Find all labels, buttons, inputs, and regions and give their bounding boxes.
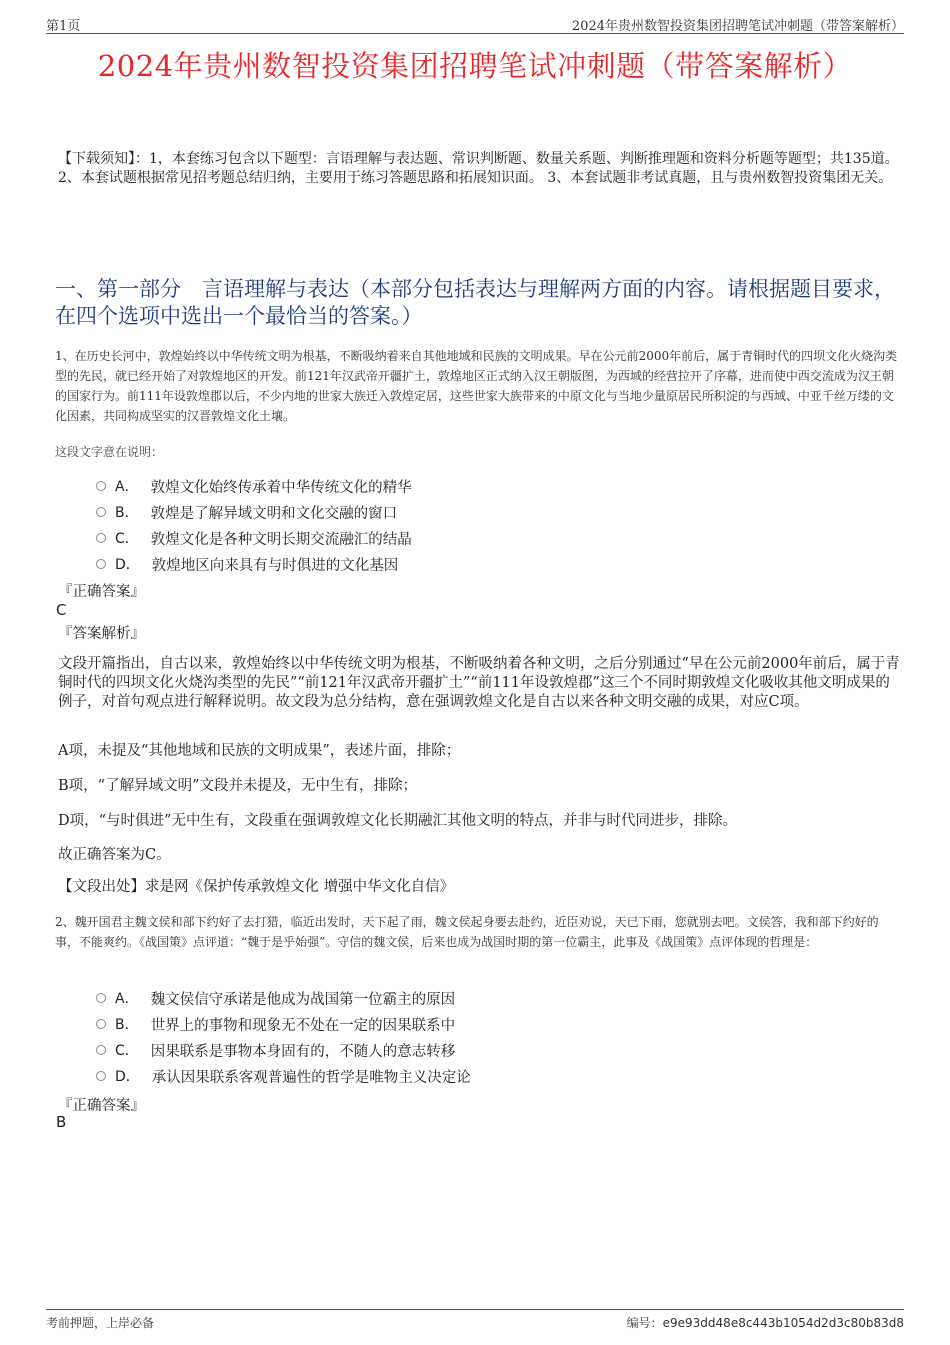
option-c[interactable]	[96, 1037, 471, 1063]
option-letter: C．	[115, 531, 139, 547]
question-1-hint: 这段文字意在说明：	[55, 445, 164, 459]
option-text: 魏文侯信守承诺是他成为战国第一位霸主的原因	[150, 991, 456, 1008]
option-letter: D．	[115, 557, 140, 573]
radio-icon[interactable]	[96, 1019, 106, 1029]
answer-label: 『正确答案』	[58, 1098, 145, 1114]
question-2-stem: 2、魏开国君主魏文侯和部下约好了去打猎，临近出发时，天下起了雨，魏文侯起身要去赴约，近臣劝说，天已下雨，您就别去吧。文侯答，我和部下约好的事，不能爽约。《战国策》点评道：“魏于是乎始强”。守信的魏文侯，后来也成为战国时期的第一位霸主，此事及《战国策》点评体现的哲理是：	[55, 915, 879, 949]
radio-icon[interactable]	[96, 559, 106, 569]
analysis-label: 『答案解析』	[58, 626, 145, 642]
radio-icon[interactable]	[96, 533, 106, 543]
correct-answer: C	[56, 601, 67, 619]
section-heading: 一、第一部分 言语理解与表达（本部分包括表达与理解两方面的内容。请根据题目要求，在四个选项中选出一个最恰当的答案。）	[55, 277, 895, 328]
option-b[interactable]	[96, 1011, 471, 1037]
question-1-options	[96, 473, 412, 577]
footer-divider	[46, 1309, 904, 1310]
option-text: 敦煌地区向来具有与时俱进的文化基因	[151, 557, 399, 574]
option-a[interactable]	[96, 985, 471, 1011]
answer-label: 『正确答案』	[58, 584, 145, 600]
radio-icon[interactable]	[96, 993, 106, 1003]
option-text: 世界上的事物和现象无不处在一定的因果联系中	[150, 1017, 456, 1034]
option-b[interactable]	[96, 499, 412, 525]
option-letter: A．	[115, 991, 139, 1007]
radio-icon[interactable]	[96, 1071, 106, 1081]
option-text: 因果联系是事物本身固有的，不随人的意志转移	[150, 1043, 456, 1060]
radio-icon[interactable]	[96, 481, 106, 491]
analysis-note-b: B项，“了解异域文明”文段并未提及，无中生有，排除；	[58, 778, 417, 794]
radio-icon[interactable]	[96, 1045, 106, 1055]
option-a[interactable]	[96, 473, 412, 499]
option-text: 承认因果联系客观普遍性的哲学是唯物主义决定论	[151, 1069, 471, 1086]
option-text: 敦煌文化始终传承着中华传统文化的精华	[150, 479, 412, 496]
analysis-text: 文段开篇指出，自古以来，敦煌始终以中华传统文明为根基，不断吸纳着各种文明，之后分别通过“早在公元前2000年前后，属于青铜时代的四坝文化火烧沟类型的先民”“前121年汉武帝开疆扩土”“前111年设敦煌郡”这三个不同时期敦煌文化吸收其他文明成果的例子，对首句观点进行解释说明。故文段为总分结构，意在强调敦煌文化是自古以来各种文明交融的成果，对应C项。	[58, 656, 900, 710]
passage-source: 【文段出处】求是网《保护传承敦煌文化 增强中华文化自信》	[58, 879, 455, 895]
question-2-options	[96, 985, 471, 1089]
question-1-stem: 1、在历史长河中，敦煌始终以中华传统文明为根基，不断吸纳着来自其他地域和民族的文明成果。早在公元前2000年前后，属于青铜时代的四坝文化火烧沟类型的先民，就已经开始了对敦煌地区的开发。前121年汉武帝开疆扩土，敦煌地区正式纳入汉王朝版图，为西域的经营拉开了序幕，进而使中西交流成为汉王朝的国家行为。前111年设敦煌郡以后，不少内地的世家大族迁入敦煌定居，这些世家大族带来的中原文化与当地少量原居民所积淀的与西域、中亚千丝万缕的文化因素，共同构成坚实的汉晋敦煌文化土壤。	[55, 349, 898, 423]
code-label: 编号：	[626, 1316, 663, 1330]
analysis-note-a: A项，未提及“其他地域和民族的文明成果”，表述片面，排除；	[58, 743, 461, 759]
option-letter: C．	[115, 1043, 139, 1059]
footer-slogan: 考前押题，上岸必备	[46, 1316, 155, 1330]
radio-icon[interactable]	[96, 507, 106, 517]
option-letter: B．	[115, 1017, 139, 1033]
download-notice: 【下载须知】：1，本套练习包含以下题型：言语理解与表达题、常识判断题、数量关系题、判断推理题和资料分析题等题型；共135道。 2、本套试题根据常见招考题总结归纳，主要用于练习答题思路和拓展知识面。 3、本套试题非考试真题，且与贵州数智投资集团无关。	[58, 151, 899, 186]
option-text: 敦煌是了解异域文明和文化交融的窗口	[150, 505, 398, 522]
page-number: 第1页	[46, 19, 81, 34]
option-text: 敦煌文化是各种文明长期交流融汇的结晶	[150, 531, 412, 548]
option-d[interactable]	[96, 1063, 471, 1089]
document-title: 2024年贵州数智投资集团招聘笔试冲刺题（带答案解析）	[97, 49, 853, 83]
document-code	[627, 1314, 904, 1331]
code-value: e9e93dd48e8c443b1054d2d3c80b83d8	[662, 1316, 904, 1330]
option-c[interactable]	[96, 525, 412, 551]
option-letter: A．	[115, 479, 139, 495]
correct-answer: B	[56, 1113, 67, 1131]
analysis-note-d: D项，“与时俱进”无中生有，文段重在强调敦煌文化长期融汇其他文明的特点，并非与时代同进步，排除。	[58, 813, 737, 829]
option-letter: B．	[115, 505, 139, 521]
header-divider	[46, 33, 904, 34]
option-d[interactable]	[96, 551, 412, 577]
analysis-conclusion: 故正确答案为C。	[58, 847, 171, 863]
running-header-title: 2024年贵州数智投资集团招聘笔试冲刺题（带答案解析）	[571, 19, 904, 34]
option-letter: D．	[115, 1069, 140, 1085]
